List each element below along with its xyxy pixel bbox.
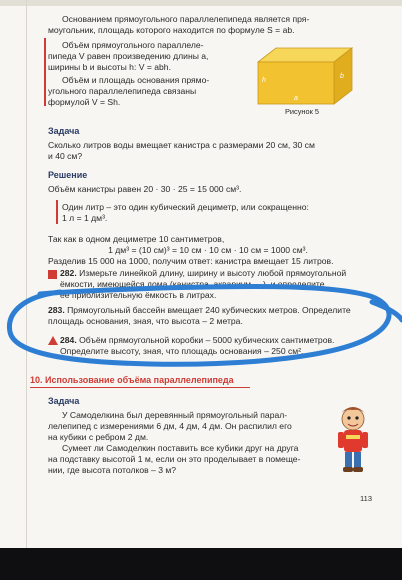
exercise-284 xyxy=(60,335,370,357)
theory-box xyxy=(48,40,218,110)
liter-red-bar xyxy=(56,200,58,224)
theory-line-1: Основанием прямоугольного параллелепипеда является пря- xyxy=(62,14,310,24)
solution-line-1: Объём канистры равен 20 · 30 · 25 = 15 000 см³. xyxy=(48,184,242,194)
base-rule xyxy=(48,75,218,108)
task2-line-1: У Самоделкина был деревянный прямоугольный парал- xyxy=(62,410,288,420)
solution-heading: Решение xyxy=(48,170,88,180)
exercise-284-number: 284. xyxy=(60,335,77,345)
margin-line xyxy=(26,0,27,548)
cartoon-character-icon xyxy=(330,405,376,475)
label-h: h xyxy=(262,77,266,84)
liter-definition xyxy=(62,202,372,224)
label-a: a xyxy=(294,95,298,102)
exercise-284-line-1 xyxy=(60,335,370,346)
task-text xyxy=(48,140,368,162)
section-underline xyxy=(30,387,250,388)
base-line-3: формулой V = Sh. xyxy=(48,97,121,107)
solution-line-3: Так как в одном дециметре 10 сантиметров, xyxy=(48,234,225,244)
theory-red-bar xyxy=(44,38,46,106)
exercise-283-text-1: Прямоугольный бассейн вмещает 240 кубических метров. Определите xyxy=(67,305,351,315)
solution-line-5: Разделив 15 000 на 1000, получим ответ: канистра вмещает 15 литров. xyxy=(48,256,334,266)
theory-intro xyxy=(48,14,363,36)
task2-line-5: на подставку высотой 1 м, если он это проделывает в помеще- xyxy=(48,454,301,464)
top-strip xyxy=(0,0,402,6)
base-line-1: Объём и площадь основания прямо- xyxy=(62,75,210,85)
volume-line-1: Объём прямоугольного параллеле- xyxy=(62,40,204,50)
exercise-283-number: 283. xyxy=(48,305,65,315)
base-line-2: угольного параллелепипеда связаны xyxy=(48,86,197,96)
exercise-282-line-3: её приблизительную ёмкость в литрах. xyxy=(60,290,217,300)
volume-line-2: пипеда V равен произведению длины a, xyxy=(48,51,209,61)
section-heading xyxy=(30,375,234,387)
task-line-2: и 40 см? xyxy=(48,151,83,161)
task2-line-2: лелепипед с измерениями 6 дм, 4 дм, 4 дм. Он распилил его xyxy=(48,421,292,431)
liter-line-1: Один литр – это один кубический дециметр, или сокращенно: xyxy=(62,202,309,212)
section-title: 10. Использование объёма параллелепипеда xyxy=(30,375,234,385)
figure-parallelepiped xyxy=(240,38,364,114)
square-bullet-icon xyxy=(48,270,57,279)
exercise-282 xyxy=(60,268,370,301)
exercise-282-line-2: ёмкости, имеющейся дома (канистра, аквариум, ...), и определите xyxy=(60,279,325,289)
task2-heading: Задача xyxy=(48,396,80,406)
volume-rule xyxy=(48,40,218,73)
label-b: b xyxy=(340,73,344,80)
exercise-284-line-2: Определите высоту, зная, что площадь основания – 250 см². xyxy=(60,346,304,356)
exercise-282-text-1: Измерьте линейкой длину, ширину и высоту любой прямоугольной xyxy=(79,268,347,278)
exercise-283-line-2: площадь основания, зная, что высота – 2 метра. xyxy=(48,316,243,326)
parallelepiped-drawing xyxy=(240,38,364,106)
task2-line-4: Сумеет ли Самоделкин поставить все кубики друг на друга xyxy=(62,443,299,453)
exercise-284-text-1: Объём прямоугольной коробки – 5000 кубических сантиметров. xyxy=(79,335,335,345)
figure-caption: Рисунок 5 xyxy=(284,107,320,116)
task2-line-6: нии, где высота потолков – 3 м? xyxy=(48,465,177,475)
samodelkin-illustration xyxy=(330,405,376,475)
solution-line-4: 1 дм³ = (10 см)³ = 10 см · 10 см · 10 см = 1000 см³. xyxy=(108,245,308,255)
exercise-282-line-1 xyxy=(60,268,370,279)
page-number: 113 xyxy=(360,494,372,503)
solution-conversion xyxy=(48,234,368,267)
bottom-dark-band xyxy=(0,548,402,580)
theory-line-2: моугольник, площадь которого находится по формуле S = ab. xyxy=(48,25,295,35)
task2-text xyxy=(48,410,333,476)
liter-line-2: 1 л = 1 дм³. xyxy=(62,213,108,223)
volume-line-3: ширины b и высоты h: V = abh. xyxy=(48,62,171,72)
exercise-282-number: 282. xyxy=(60,268,77,278)
task2-line-3: на кубики с ребром 2 дм. xyxy=(48,432,149,442)
task-heading: Задача xyxy=(48,126,80,136)
exercise-283-line-1 xyxy=(48,305,370,316)
triangle-warning-icon xyxy=(48,336,58,345)
exercise-283 xyxy=(48,305,370,327)
task-line-1: Сколько литров воды вмещает канистра с размерами 20 см, 30 см xyxy=(48,140,315,150)
